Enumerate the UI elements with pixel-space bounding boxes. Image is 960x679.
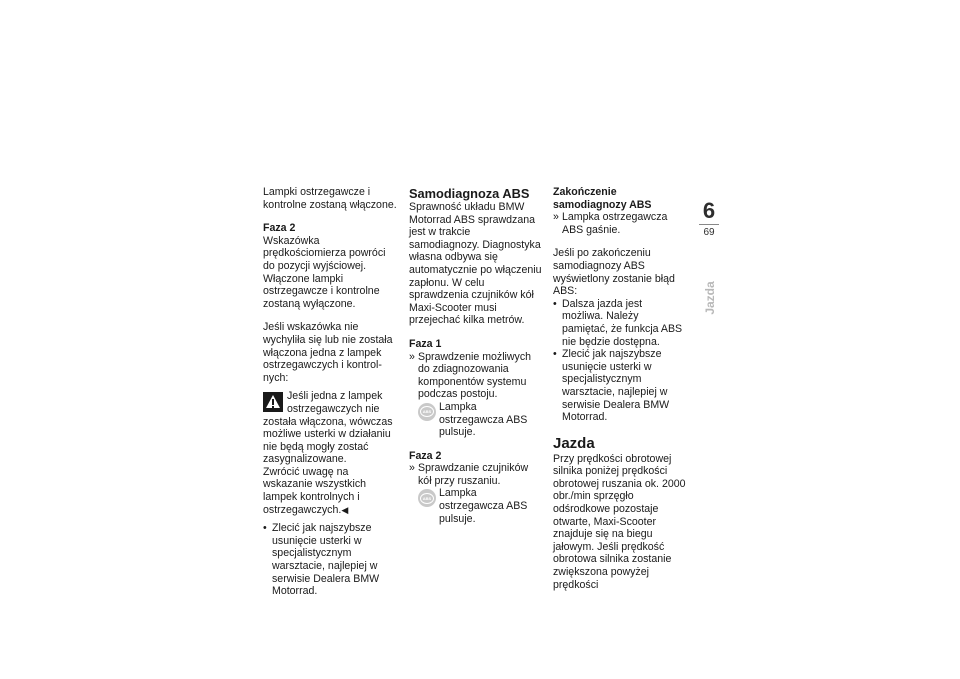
side-title xyxy=(690,268,730,328)
intro-paragraph: Lampki ostrzegawcze i kontrolne zostaną włączone. xyxy=(263,186,397,211)
bullet-text: Dalsza jazda jest możliwa. Należy pamiętać, że funkcja ABS nie będzie dostępna. xyxy=(562,297,683,348)
driving-text: Przy prędkości obrotowej silnika poniżej prędkości obrotowej ruszania ok. 2000 obr./min sprzęgło odśrodkowe pozostaje otwarte, Maxi-Scooter znajduje się na biegu jałowym. Jeśli prędkość obrotowa silnika zostanie zwiększona powyżej prędkości xyxy=(553,452,686,591)
phase-2-heading: Faza 2 xyxy=(409,449,442,462)
chapter-number: 6 xyxy=(702,198,716,223)
side-title-text: Jazda xyxy=(703,281,717,315)
arrow-icon: » xyxy=(409,350,415,363)
phase-2-icon-text: Lampka ostrzegawcza ABS pulsuje. xyxy=(439,487,528,525)
phase-2-item: Sprawdzanie czujników kół przy ruszaniu. xyxy=(418,462,529,487)
abs-warning-light-icon: ABS xyxy=(418,489,436,507)
bullet-icon: • xyxy=(553,348,557,361)
section-heading: Samodiagnoza ABS xyxy=(409,186,530,201)
end-of-warning-icon: ◀ xyxy=(341,504,349,515)
warning-block xyxy=(263,390,399,516)
page-number: 69 xyxy=(703,227,715,238)
bullet-text: Zlecić jak najszybsze usunięcie usterki w specjalistycznym warsztacie, najlepiej w serwisie Dealera BMW Motorrad. xyxy=(272,522,380,598)
list-item xyxy=(263,522,399,598)
phase-2-text: Wskazówka prędkościomierza powróci do pozycji wyjściowej. Włączone lampki ostrzegawcze i kontrolne zostaną wyłączone. xyxy=(263,234,386,310)
abs-indicator-block xyxy=(418,487,542,525)
arrow-icon: » xyxy=(409,462,415,475)
error-paragraph: Jeśli po zakończeniu samodiagnozy ABS wyświetlony zostanie błąd ABS: xyxy=(553,247,675,298)
list-item xyxy=(553,298,686,348)
phase-1-heading: Faza 1 xyxy=(409,337,442,350)
chapter-tab xyxy=(697,200,721,239)
list-item xyxy=(409,351,542,401)
list-item xyxy=(553,211,686,236)
list-item xyxy=(553,348,686,424)
bullet-icon: • xyxy=(263,522,267,535)
section-intro: Sprawność układu BMW Motorrad ABS sprawdzana jest w trakcie samodiagnozy. Diagnostyka własna odbywa się automatycznie po włączeniu zapłonu. W celu sprawdzenia czujników kół Maxi-Scooter musi przejechać kilka metrów. xyxy=(409,201,542,327)
phase-1-icon-text: Lampka ostrzegawcza ABS pulsuje. xyxy=(439,400,528,439)
warning-text: Jeśli jedna z lampek ostrzegawczych nie została włączona, wówczas możliwe usterki w działaniu nie będą mogły zostać zasygnalizowane. xyxy=(263,390,393,466)
bullet-text: Zlecić jak najszybsze usunięcie usterki w specjalistycznym warsztacie, najlepiej w serwisie Dealera BMW Motorrad. xyxy=(562,348,670,424)
end-of-diagnosis-heading: Zakończenie samodiagnozy ABS xyxy=(553,186,652,211)
abs-indicator-block xyxy=(418,401,542,439)
end-item: Lampka ostrzegawcza ABS gaśnie. xyxy=(562,211,668,236)
abs-warning-light-icon: ABS xyxy=(418,403,436,421)
column-2 xyxy=(409,186,542,525)
phase-2-heading: Faza 2 xyxy=(263,222,296,235)
driving-heading: Jazda xyxy=(553,434,595,452)
list-item xyxy=(409,462,542,487)
chapter-divider xyxy=(699,224,719,225)
column-1 xyxy=(263,186,399,598)
needle-paragraph: Jeśli wskazówka nie wychyliła się lub nie została włączona jedna z lampek ostrzegawczych i kontrolnych: xyxy=(263,321,393,384)
bullet-icon: • xyxy=(553,297,557,310)
phase-1-item: Sprawdzenie możliwych do zdiagnozowania komponentów systemu podczas postoju. xyxy=(418,350,532,401)
warning-text-2: Zwrócić uwagę na wskazanie wszystkich lampek kontrolnych i ostrzegawczych. xyxy=(263,465,367,516)
warning-triangle-icon xyxy=(263,392,283,412)
arrow-icon: » xyxy=(553,211,559,224)
column-3 xyxy=(553,186,686,591)
